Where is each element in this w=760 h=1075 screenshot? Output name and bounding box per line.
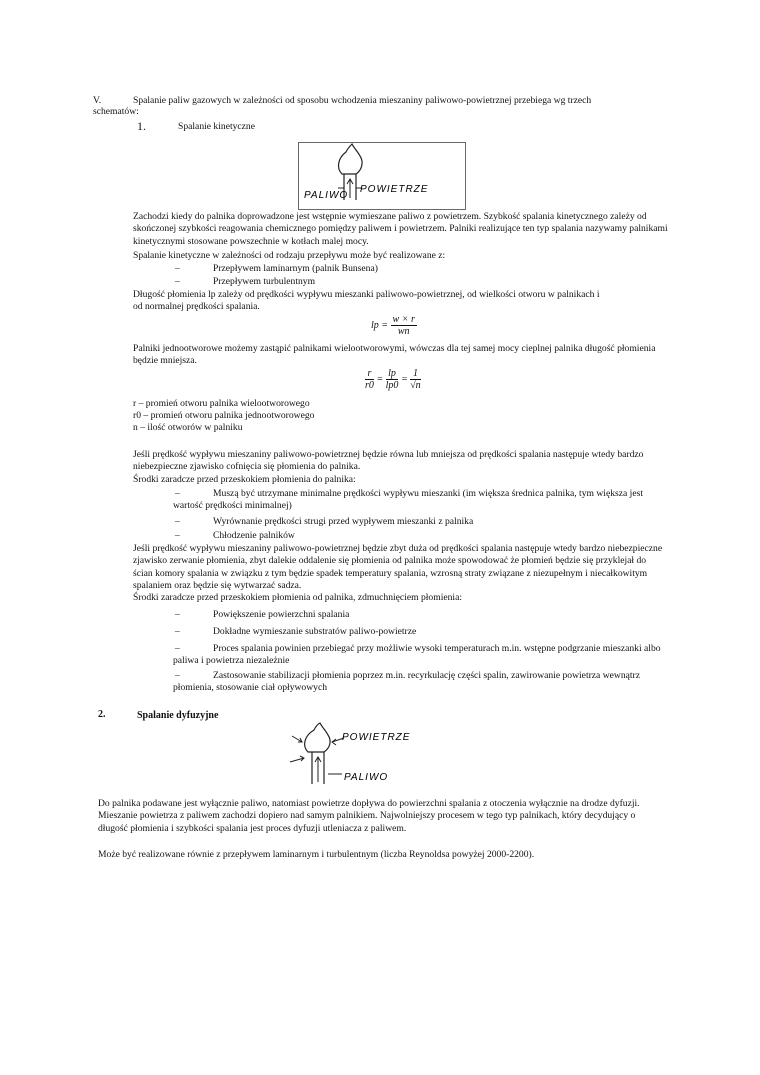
- diffusion-burner-sketch: [284, 722, 454, 790]
- frac-b-den: lp0: [385, 380, 399, 391]
- formula-fraction-b: [386, 368, 399, 391]
- formula-fraction-a: [365, 368, 374, 391]
- formula-lhs: lp =: [371, 319, 389, 331]
- formula-ratio: $\frac{r}{r0}$ = $\frac{lp}{lp0}$ = $\frac{1}{√n}$: [365, 368, 421, 391]
- multi-hole-text: Palniki jednootworowe możemy zastąpić palnikami wielootworowymi, wówczas dla tej samej mocy cieplnej palnika długość płomienia będzie mniejsza.: [133, 343, 656, 367]
- kinetic-title: Spalanie kinetyczne: [178, 121, 255, 132]
- diffusion-description: Do palnika podawane jest wyłącznie paliwo, natomiast powietrze dopływa do powierzchni spalania z otoczenia wyłącznie na drodze dyfuzji. Mieszanie powietrza z paliwem zachodzi dopiero nad samym palnikiem. Najwolniejszy procesem w tego typ palnikach, który decydujący o długość płomienia i szybkości spalania jest proces dyfuzji utleniacza z paliwem.: [98, 798, 640, 834]
- air-arrow-icon: [290, 756, 304, 762]
- list-dash: –: [175, 488, 180, 499]
- sketch-fuel-label: PALIWO: [344, 772, 389, 783]
- list-dash: –: [175, 609, 180, 620]
- frac-a-den: r0: [365, 380, 374, 391]
- list-dash: –: [175, 276, 180, 287]
- legend-item: r0 – promień otworu palnika jednootworowego: [133, 410, 315, 421]
- list-dash: –: [175, 643, 180, 654]
- frac-b-num: lp: [386, 368, 399, 380]
- frac-a-num: r: [365, 368, 374, 380]
- formula-fraction-c: [410, 368, 421, 391]
- frac-c-num: 1: [410, 368, 421, 380]
- section-intro-cont: schematów:: [93, 106, 139, 117]
- sketch-fuel-label: PALIWO: [304, 190, 349, 201]
- list-dash: –: [175, 670, 180, 681]
- list-dash: –: [175, 263, 180, 274]
- frac-c-den: √n: [410, 380, 421, 391]
- sketch-air-label: POWIETRZE: [360, 184, 429, 195]
- formula-fraction: [391, 314, 417, 337]
- list-item: Dokładne wymieszanie substratów paliwo-powietrze: [213, 626, 417, 637]
- section-number: V.: [93, 95, 102, 106]
- formula-numerator: w × r: [392, 314, 415, 325]
- kinetic-description: Zachodzi kiedy do palnika doprowadzone jest wstępnie wymieszane paliwo z powietrzem. Szybkość spalania kinetycznego zależy od skończonej szybkości reagowania chemicznego pomiędzy paliwem i powietrzem. Palniki realizujące ten typ spalania nazywamy palnikami kinetycznymi stosowane powszechnie w kotłach malej mocy.: [133, 211, 668, 247]
- legend-item: n – ilość otworów w palniku: [133, 422, 243, 433]
- list-dash: –: [175, 626, 180, 637]
- sketch-air-label: POWIETRZE: [342, 732, 411, 743]
- list-item: Wyrównanie prędkości strugi przed wypływem mieszanki z palnika: [213, 516, 474, 527]
- list-item: Przepływem laminarnym (palnik Bunsena): [213, 263, 378, 274]
- list-item: Zastosowanie stabilizacji płomienia poprzez m.in. recyrkulację części spalin, zawirowanie powietrza wewnątrz płomienia, stosowanie ciał opływowych: [173, 670, 641, 694]
- air-arrow-icon: [292, 736, 302, 742]
- liftoff-text: Jeśli prędkość wypływu mieszaniny paliwowo-powietrznej będzie zbyt duża od prędkości spalania następuje wtedy bardzo niebezpieczne zjawisko zerwanie płomienia, zbyt dalekie oddalenie się płomienia od palnika może spowodować że płomień będzie się przyklejał do ścian komory spalania w związku z tym będzie spadek temperatury spalania, wzrosną straty związane z niezupełnym i niecałkowitym spalaniem oraz będzie się wytwarzać sadza.: [133, 543, 663, 591]
- formula-flame-length: [371, 314, 417, 337]
- flame-icon: [339, 144, 363, 174]
- flame-length-text: Długość płomienia lp zależy od prędkości wypływu mieszanki paliwowo-powietrznej, od wielkości otworu w palnikach i: [133, 289, 600, 300]
- flame-icon: [305, 723, 330, 752]
- section-intro: Spalanie paliw gazowych w zależności od sposobu wchodzenia mieszaniny paliwowo-powietrznej przebiega wg trzech: [133, 95, 592, 106]
- flashback-text: Jeśli prędkość wypływu mieszaniny paliwowo-powietrznej będzie równa lub mniejsza od prędkości spalania następuje wtedy bardzo niebezpieczne zjawisko cofnięcia się płomienia do palnika.: [133, 449, 644, 473]
- flame-length-text-cont: od normalnej prędkości spalania.: [133, 301, 260, 312]
- diffusion-reynolds: Może być realizowane równie z przepływem laminarnym i turbulentnym (liczba Reynoldsa powyżej 2000-2200).: [98, 849, 535, 860]
- kinetic-burner-sketch: [298, 142, 466, 210]
- list-item: Proces spalania powinien przebiegać przy możliwie wysoki temperaturach m.in. wstępne podgrzanie mieszanki albo paliwa i powietrza niezależnie: [173, 643, 661, 667]
- formula-denominator: wn: [397, 326, 410, 337]
- liftoff-title: Środki zaradcze przed przeskokiem płomienia od palnika, zdmuchnięciem płomienia:: [133, 592, 462, 603]
- diffusion-number: 2.: [98, 709, 106, 720]
- kinetic-number: 1.: [137, 119, 146, 133]
- list-item: Muszą być utrzymane minimalne prędkości wypływu mieszanki (im większa średnica palnika, tym większa jest wartość prędkości minimalnej): [173, 488, 643, 512]
- list-item: Chłodzenie palników: [213, 530, 295, 541]
- flashback-title: Środki zaradcze przed przeskokiem płomienia do palnika:: [133, 474, 356, 485]
- arrow-up-icon: [315, 757, 321, 782]
- list-item: Powiększenie powierzchni spalania: [213, 609, 350, 620]
- diffusion-title: Spalanie dyfuzyjne: [137, 710, 219, 721]
- list-dash: –: [175, 516, 180, 527]
- list-item: Przepływem turbulentnym: [213, 276, 316, 287]
- list-dash: –: [175, 530, 180, 541]
- kinetic-flow-intro: Spalanie kinetyczne w zależności od rodzaju przepływu może być realizowane z:: [133, 250, 446, 261]
- legend-item: r – promień otworu palnika wielootworowego: [133, 398, 310, 409]
